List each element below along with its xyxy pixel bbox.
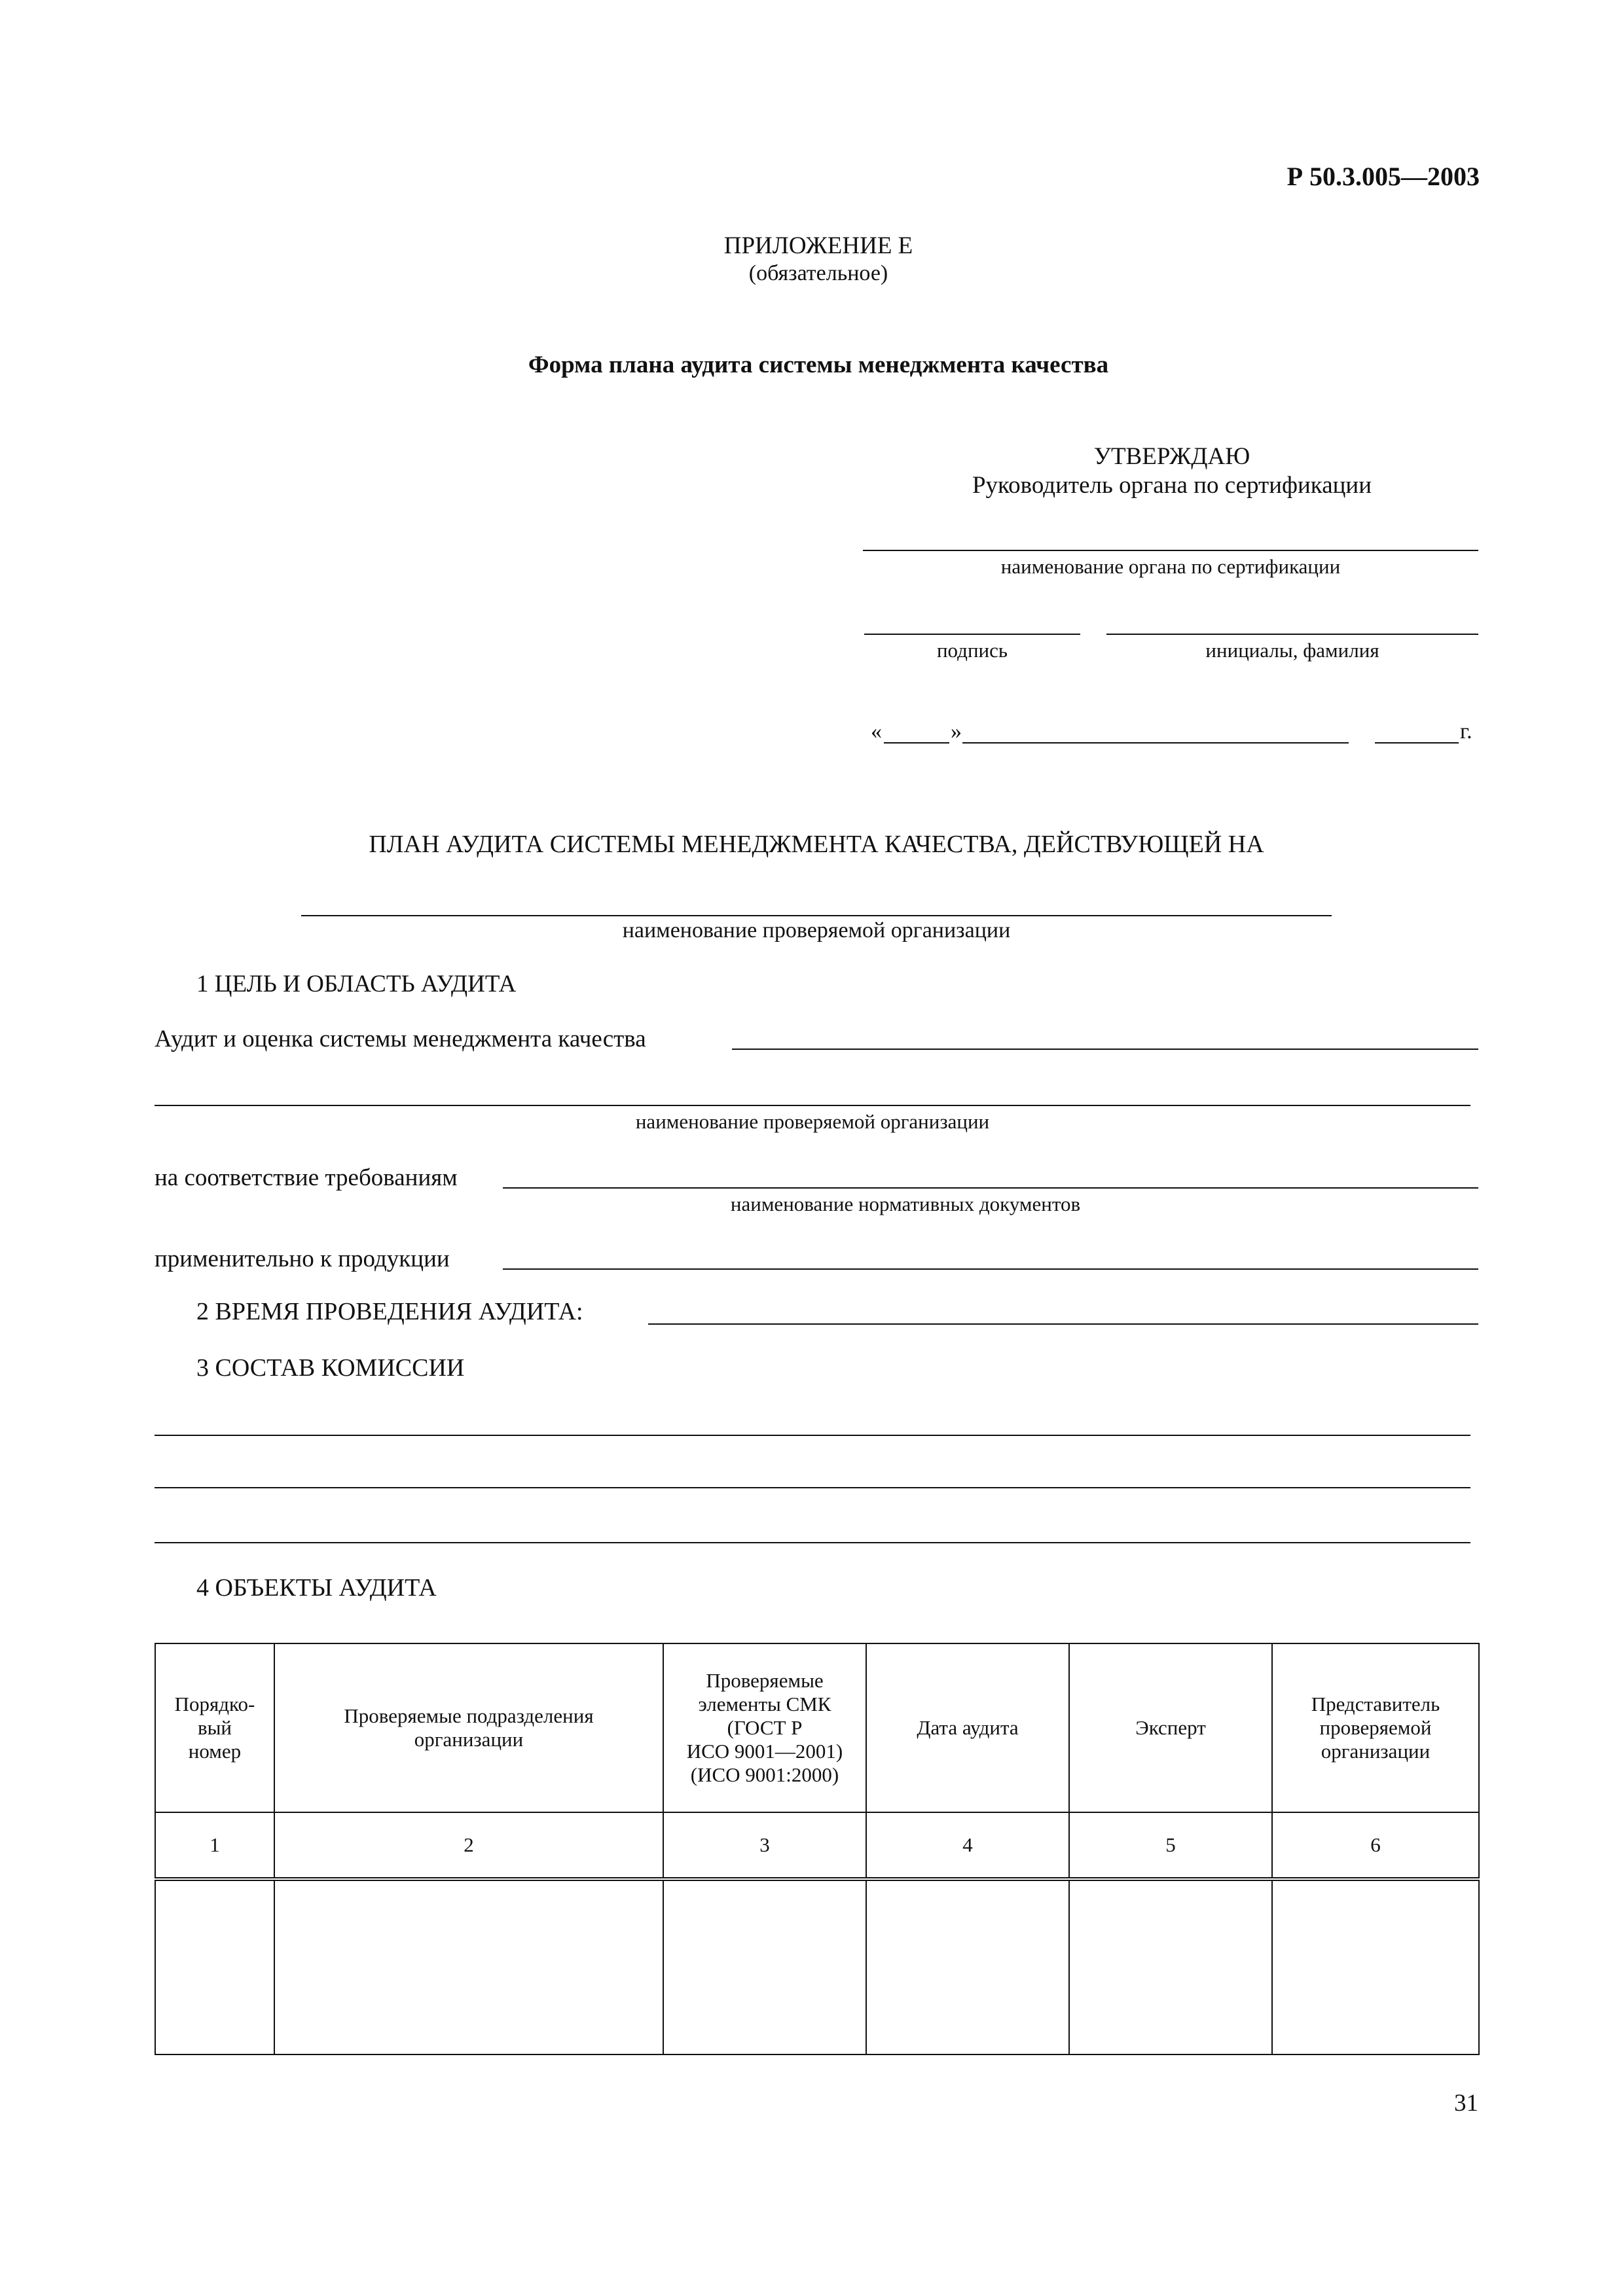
date-month-line[interactable] — [962, 742, 1349, 744]
commission-line-1[interactable] — [155, 1435, 1470, 1436]
docs-caption: наименование нормативных документов — [730, 1193, 1081, 1215]
table-cell[interactable] — [1272, 1879, 1479, 2054]
audit-org-caption: наименование проверяемой организации — [635, 1110, 990, 1133]
section4-heading: 4 ОБЪЕКТЫ АУДИТА — [196, 1574, 437, 1602]
header-cell-qms-elements: Проверяемые элементы СМК (ГОСТ Р ИСО 9001—2001) (ИСО 9001:2000) — [663, 1643, 866, 1812]
table-row — [155, 1879, 1479, 2054]
table-cell[interactable] — [1069, 1879, 1272, 2054]
audit-org-line[interactable] — [155, 1105, 1470, 1106]
products-line[interactable] — [503, 1268, 1478, 1270]
audit-line[interactable] — [732, 1049, 1478, 1050]
org-name-line[interactable] — [863, 550, 1478, 551]
header-cell-audit-date: Дата аудита — [866, 1643, 1069, 1812]
table-header-row — [155, 1643, 1479, 1812]
form-title: Форма плана аудита системы менеджмента качества — [528, 351, 1109, 378]
header-cell-expert: Эксперт — [1069, 1643, 1272, 1812]
column-number: 2 — [274, 1812, 663, 1879]
products-label: применительно к продукции — [155, 1246, 450, 1272]
appendix-title: ПРИЛОЖЕНИЕ Е — [723, 232, 913, 259]
audit-time-line[interactable] — [648, 1323, 1478, 1325]
document-number: Р 50.3.005—2003 — [1286, 162, 1480, 191]
header-cell-number: Порядко- вый номер — [155, 1643, 274, 1812]
table-cell[interactable] — [866, 1879, 1069, 2054]
table-cell[interactable] — [155, 1879, 274, 2054]
plan-org-line[interactable] — [301, 915, 1332, 916]
section3-heading: 3 СОСТАВ КОМИССИИ — [196, 1354, 465, 1382]
initials-line[interactable] — [1106, 634, 1478, 635]
plan-heading: ПЛАН АУДИТА СИСТЕМЫ МЕНЕДЖМЕНТА КАЧЕСТВА, ДЕЙСТВУЮЩЕЙ НА — [369, 831, 1264, 858]
signature-line[interactable] — [864, 634, 1080, 635]
approval-role: Руководитель органа по сертификации — [972, 472, 1372, 499]
initials-caption: инициалы, фамилия — [1205, 639, 1379, 662]
table-number-row — [155, 1812, 1479, 1879]
column-number: 3 — [663, 1812, 866, 1879]
signature-caption: подпись — [936, 639, 1008, 662]
date-open-quote: « — [871, 719, 882, 744]
year-suffix: г. — [1460, 719, 1472, 744]
audit-objects-table — [155, 1643, 1480, 2055]
date-day-line[interactable] — [884, 742, 949, 744]
audit-label: Аудит и оценка системы менеджмента качества — [155, 1026, 646, 1052]
plan-org-caption: наименование проверяемой организации — [622, 918, 1011, 942]
date-close-quote: » — [951, 719, 962, 744]
column-number: 5 — [1069, 1812, 1272, 1879]
header-cell-departments: Проверяемые подразделения организации — [274, 1643, 663, 1812]
table-cell[interactable] — [663, 1879, 866, 2054]
date-year-line[interactable] — [1375, 742, 1459, 744]
requirements-label: на соответствие требованиям — [155, 1164, 458, 1191]
requirements-line[interactable] — [503, 1187, 1478, 1189]
column-number: 6 — [1272, 1812, 1479, 1879]
commission-line-2[interactable] — [155, 1487, 1470, 1488]
table-cell[interactable] — [274, 1879, 663, 2054]
org-name-caption: наименование органа по сертификации — [1000, 555, 1341, 578]
approval-title: УТВЕРЖДАЮ — [1093, 443, 1250, 470]
column-number: 4 — [866, 1812, 1069, 1879]
commission-line-3[interactable] — [155, 1542, 1470, 1543]
section2-heading: 2 ВРЕМЯ ПРОВЕДЕНИЯ АУДИТА: — [196, 1298, 583, 1325]
appendix-status: (обязательное) — [748, 261, 888, 285]
column-number: 1 — [155, 1812, 274, 1879]
header-cell-representative: Представитель проверяемой организации — [1272, 1643, 1479, 1812]
section1-heading: 1 ЦЕЛЬ И ОБЛАСТЬ АУДИТА — [196, 971, 517, 997]
page-number: 31 — [1454, 2090, 1478, 2117]
